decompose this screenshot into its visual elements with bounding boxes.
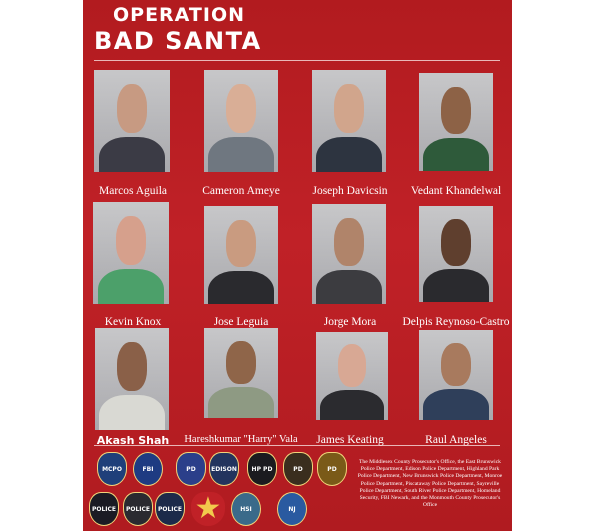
- highland-park-police-icon: HP PD: [247, 452, 277, 486]
- us-marshals-star-icon: ★: [191, 492, 225, 526]
- mugshot-face: [334, 218, 364, 266]
- mugshot-torso: [316, 137, 381, 172]
- police-shield-icon: PD: [317, 452, 347, 486]
- person-name: Joseph Davicsin: [312, 185, 388, 197]
- mugshot-photo: [419, 206, 493, 302]
- mugshot-photo: [312, 70, 386, 172]
- person-name: Raul Angeles: [425, 434, 487, 446]
- person-name: Vedant Khandelwal: [410, 185, 502, 197]
- mugshot-photo: [312, 204, 386, 304]
- mugshot-face: [117, 342, 147, 391]
- mugshot-torso: [98, 269, 165, 304]
- mugshot-torso: [99, 395, 164, 430]
- person-name: Delpis Reynoso-Castro: [402, 316, 510, 328]
- mugshot-face: [226, 84, 256, 133]
- person-name: James Keating: [316, 434, 384, 446]
- title-operation: OPERATION: [113, 4, 245, 26]
- mugshot-photo: [204, 70, 278, 172]
- mugshot-torso: [99, 137, 166, 172]
- sheriff-badge-icon: PD: [283, 452, 313, 486]
- mugshot-torso: [423, 389, 488, 420]
- mugshot-face: [117, 84, 147, 133]
- mugshot-photo: [204, 328, 278, 418]
- person-name: Akash Shah: [96, 434, 170, 447]
- mugshot-face: [116, 216, 146, 265]
- mugshot-torso: [208, 137, 273, 172]
- person-name: Hareshkumar "Harry" Vala: [184, 434, 298, 445]
- mugshot-face: [338, 344, 367, 386]
- mugshot-face: [441, 343, 471, 386]
- hsi-seal-icon: HSI: [231, 492, 261, 526]
- mugshot-photo: [204, 206, 278, 304]
- mugshot-torso: [423, 138, 488, 171]
- police-patch-icon: PD: [176, 452, 206, 486]
- nj-state-seal-icon: NJ: [277, 492, 307, 526]
- mugshot-photo: [419, 73, 493, 171]
- person-name: Cameron Ameye: [202, 185, 280, 197]
- police-badge-2-icon: POLICE: [123, 492, 153, 526]
- title-bad-santa: BAD SANTA: [94, 27, 262, 55]
- edison-police-icon: EDISON: [209, 452, 239, 486]
- mugshot-torso: [208, 271, 273, 304]
- person-name: Jorge Mora: [323, 316, 377, 328]
- police-badge-1-icon: POLICE: [89, 492, 119, 526]
- poster: [83, 0, 512, 531]
- mugshot-torso: [320, 390, 383, 420]
- mugshot-torso: [208, 387, 273, 418]
- mugshot-face: [226, 220, 256, 267]
- person-name: Jose Leguia: [213, 316, 269, 328]
- mugshot-photo: [94, 70, 170, 172]
- mugshot-face: [334, 84, 364, 133]
- agencies-text: The Middlesex County Prosecutor's Office, the East Brunswick Police Department, Edison Police Department, Highland Park Police Department, New Brunswick Police Department, Monroe Police Department, Piscataway Police Department, Sayreville Police Department, South River Police Department, Homeland Security, FBI Newark, and the Monmouth County Prosecutor's Office: [357, 459, 503, 509]
- mugshot-face: [441, 219, 471, 265]
- mugshot-photo: [93, 202, 169, 304]
- middlesex-seal-icon: MCPO: [97, 452, 127, 486]
- mugshot-torso: [423, 269, 488, 302]
- fbi-seal-icon: FBI: [133, 452, 163, 486]
- person-name: Kevin Knox: [104, 316, 162, 328]
- mugshot-face: [226, 341, 256, 384]
- person-name: Marcos Aguila: [98, 185, 168, 197]
- mugshot-photo: [95, 328, 169, 430]
- mugshot-photo: [419, 330, 493, 420]
- mugshot-torso: [316, 270, 381, 304]
- divider-top: [94, 60, 500, 61]
- mugshot-photo: [316, 332, 388, 420]
- police-badge-3-icon: POLICE: [155, 492, 185, 526]
- mugshot-face: [441, 87, 471, 134]
